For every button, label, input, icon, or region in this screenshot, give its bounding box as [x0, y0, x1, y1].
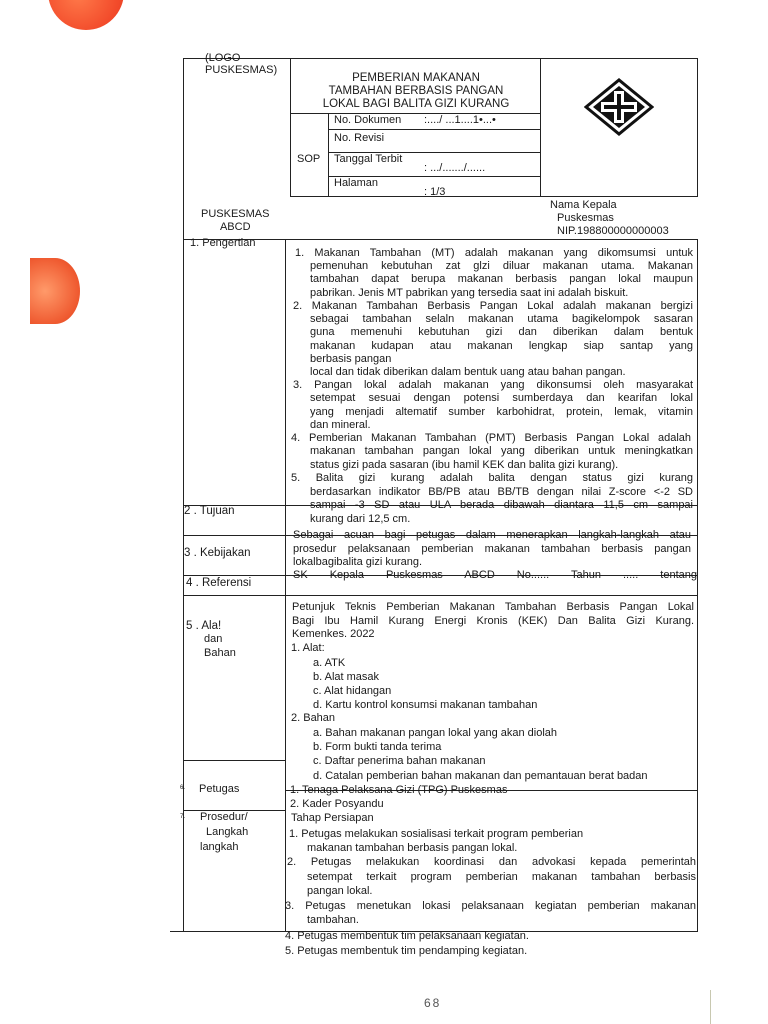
puskesmas-logo	[584, 78, 654, 136]
text-line: 1. Makanan Tambahan (MT) adalah makanan yang dikomsumsi untuk	[295, 247, 693, 259]
section-prosedur: Langkah	[206, 826, 249, 838]
list-item: 1. Tenaga Pelaksana Gizi (TPG) Puskesmas	[290, 784, 508, 796]
text-line: kurang dari 12,5 cm.	[310, 513, 411, 525]
field-label-tanggal-terbit: Tanggal Terbit	[334, 153, 403, 165]
text-line: prosedur pelaksanaan pemberian makanan tambahan berbasis pangan	[293, 543, 691, 555]
section-number: 6.	[180, 785, 186, 791]
text-line: 3. Pangan lokal adalah makanan yang dikonsumsi oleh masyarakat	[293, 379, 693, 391]
list-item: 2. Kader Posyandu	[290, 798, 384, 810]
text-line: 4. Petugas membentuk tim pelaksanaan kegiatan.	[285, 930, 529, 942]
list-item: b. Alat masak	[313, 671, 380, 683]
signatory-title: Nama Kepala	[550, 199, 617, 211]
field-label-halaman: Halaman	[334, 177, 379, 189]
list-item: d. Catalan pemberian bahan makanan dan pemantauan berat badan	[313, 770, 648, 782]
list-item: c. Daftar penerima bahan makanan	[313, 755, 486, 767]
sop-label: SOP	[297, 153, 321, 165]
section-prosedur: Prosedur/	[200, 811, 248, 823]
section-number: 7.	[180, 814, 186, 820]
text-line: berbasis pangan	[310, 353, 392, 365]
text-line: 2. Petugas melakukan koordinasi dan advokasi kepada pemerintah	[287, 856, 696, 868]
text-line: 3. Petugas menetukan lokasi pelaksanaan kegiatan pemberian makanan	[285, 900, 696, 912]
text-line: 1. Petugas melakukan sosialisasi terkait program pemberian	[289, 828, 584, 840]
text-line: pemenuhan kebutuhan zat glzi diluar makanan utama. Makanan	[310, 260, 693, 272]
list-item: b. Form bukti tanda terima	[313, 741, 442, 753]
field-label-no-dokumen: No. Dokumen	[334, 114, 402, 126]
kebijakan-text: SK Kepala Puskesmas ABCD No...... Tahun ..... tentang	[293, 569, 697, 581]
document-title	[292, 72, 540, 111]
text-line: guna memenuhi kebutuhan gizi dan diberikan dalam bentuk	[310, 326, 693, 338]
text-line: Kemenkes. 2022	[292, 628, 375, 640]
text-line: local dan tidak diberikan dalam bentuk uang atau bahan pangan.	[310, 366, 626, 378]
list-item: d. Kartu kontrol konsumsi makanan tambahan	[313, 699, 538, 711]
text-line: pangan lokal.	[307, 885, 373, 897]
section-alat-bahan: Bahan	[204, 647, 236, 659]
text-line: yang menjadi altematif sumber karbohidrat, protein, lemak, vitamin	[310, 406, 693, 418]
puskesmas-name: PUSKESMAS ABCD	[201, 208, 270, 233]
text-line: setempat sesuai dengan potensi sumberdaya dan kearifan lokal	[310, 392, 693, 404]
text-line: makanan kudapan atau makanan lengkap siap santap yang	[310, 340, 693, 352]
logo-placeholder: (LOGO PUSKESMAS)	[205, 52, 278, 76]
title-line: TAMBAHAN BERBASIS PANGAN	[328, 85, 504, 97]
field-label-no-revisi: No. Revisi	[334, 132, 385, 144]
section-prosedur: langkah	[200, 841, 239, 853]
section-referensi: 4 . Referensi	[186, 577, 252, 589]
text-line: tambahan dapat berupa makanan berbasis pangan lokal maupun	[310, 273, 693, 285]
section-tujuan: 2 . Tujuan	[184, 505, 235, 517]
section-alat-bahan: dan	[204, 633, 223, 645]
text-line: tambahan.	[307, 914, 359, 926]
text-line: 4. Pemberian Makanan Tambahan (PMT) Berbasis Pangan Lokal adalah	[291, 432, 691, 444]
signatory-nip: NIP.198800000000003	[557, 225, 669, 237]
page-number: 68	[424, 996, 442, 1010]
text-line: makanan tambahan berbasis pangan lokal.	[307, 842, 518, 854]
list-item: a. ATK	[313, 657, 346, 669]
red-artifact-left	[30, 258, 80, 324]
text-line: sampai -3 SD atau ULA berada dibawah diantara 11,5 cm sampai	[310, 499, 693, 511]
text-line: 5. Balita gizi kurang adalah balita dengan status gizi kurang	[291, 472, 693, 484]
section-pengertian: 1. Pengertian	[190, 237, 256, 249]
text-line: Petunjuk Teknis Pemberian Makanan Tambahan Berbasis Pangan Lokal	[292, 601, 694, 613]
text-line: pabrikan. Jenis MT pabrikan yang tersedia saat ini adalah biskuit.	[310, 287, 629, 299]
list-item: a. Bahan makanan pangan lokal yang akan diolah	[313, 727, 558, 739]
alat-title: 1. Alat:	[291, 642, 325, 654]
section-petugas: Petugas	[199, 783, 240, 795]
section-kebijakan: 3 . Kebijakan	[184, 547, 251, 559]
text-line: lokalbagibalita gizi kurang.	[293, 556, 423, 568]
text-line: makanan tambahan pangan lokal yang diberikan untuk meningkatkan	[310, 445, 693, 457]
section-alat-bahan: 5 . Ala!	[186, 620, 222, 632]
text-line: berdasarkan indikator BB/PB atau BB/TB dengan nilai Z-score <-2 SD	[310, 486, 693, 498]
text-line: Sebagai acuan bagi petugas dalam menerapkan langkah-langkah atau	[293, 529, 691, 541]
text-line: dan mineral.	[310, 419, 371, 431]
text-line: status gizi pada sasaran (ibu hamil KEK dan balita gizi kurang).	[310, 459, 619, 471]
red-artifact-top	[48, 0, 124, 30]
list-item: c. Alat hidangan	[313, 685, 392, 697]
field-value-halaman: : 1/3	[424, 186, 446, 198]
title-line: PEMBERIAN MAKANAN	[352, 72, 480, 84]
text-line: Bagi Ibu Hamil Kurang Energi Kronis (KEK) Dan Balita Gizi Kurang.	[292, 615, 694, 627]
signatory-unit: Puskesmas	[557, 212, 614, 224]
bahan-title: 2. Bahan	[291, 712, 336, 724]
prosedur-title: Tahap Persiapan	[291, 812, 374, 824]
text-line: sebagai tambahan selaln makanan utama bagikelompok sasaran	[310, 313, 693, 325]
text-line: setempat terkait program pemberian makanan tambahan berbasis	[307, 871, 696, 883]
text-line: 2. Makanan Tambahan Berbasis Pangan Lokal adalah makanan bergizi	[293, 300, 693, 312]
field-value-tanggal-terbit: : .../......./......	[424, 162, 486, 174]
field-value-no-dokumen: :..../ ...1....1•...•	[424, 114, 496, 126]
text-line: 5. Petugas membentuk tim pendamping kegiatan.	[285, 945, 528, 957]
title-line: LOKAL BAGI BALITA GIZI KURANG	[322, 98, 510, 110]
